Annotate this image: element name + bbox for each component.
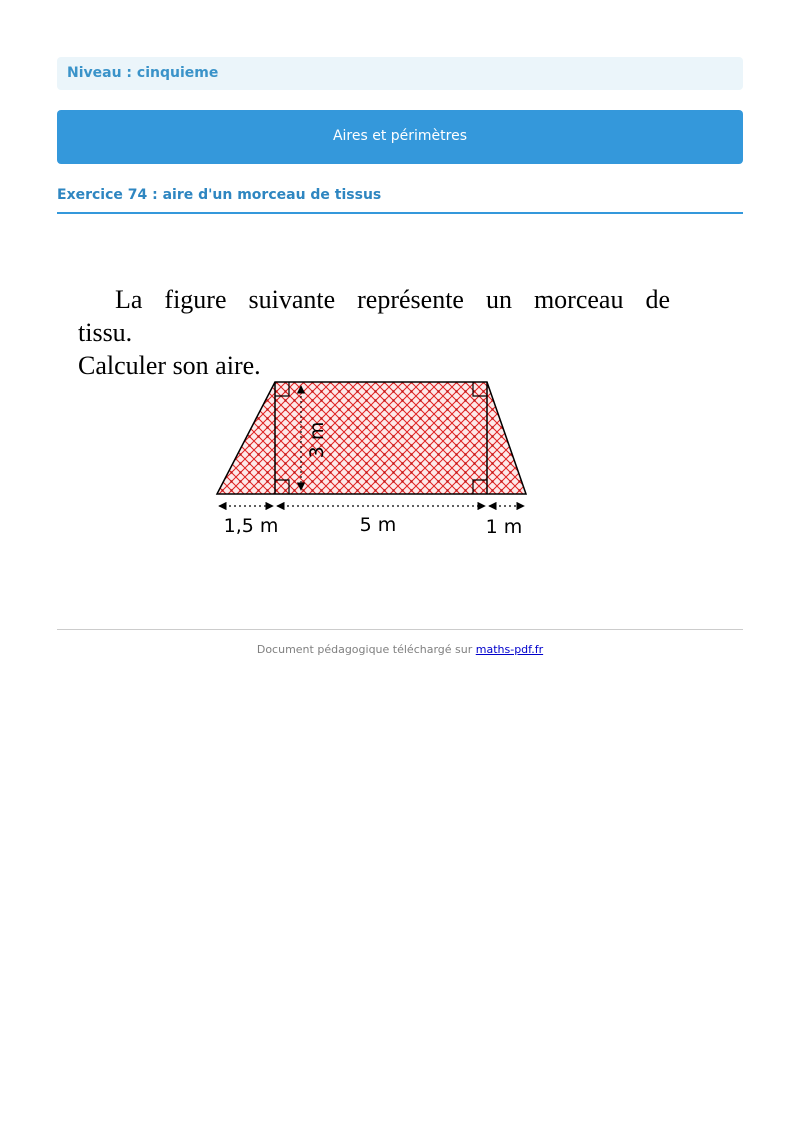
statement-line-3: Calculer son aire. (78, 351, 261, 380)
level-box (57, 57, 743, 90)
footer-divider (57, 629, 743, 630)
middle-base-label: 5 m (359, 514, 397, 536)
exercise-title-underline (57, 212, 743, 214)
left-base-label: 1,5 m (223, 515, 279, 537)
fabric-figure (200, 378, 540, 543)
footer (0, 643, 800, 656)
chapter-title: Aires et périmètres (332, 128, 468, 144)
footer-text: Document pédagogique téléchargé sur (256, 643, 476, 656)
fabric-trapezoid (217, 382, 526, 494)
right-base-label: 1 m (485, 516, 523, 538)
footer-link[interactable]: maths-pdf.fr (475, 643, 544, 656)
level-label: Niveau : cinquieme (67, 65, 219, 81)
statement-line-2: tissu. (78, 318, 133, 347)
exercise-title: Exercice 74 : aire d'un morceau de tissus (57, 187, 382, 203)
statement-line-1: La figure suivante représente un morceau de (115, 285, 670, 314)
chapter-banner (57, 110, 743, 164)
height-label: 3 m (306, 421, 328, 459)
